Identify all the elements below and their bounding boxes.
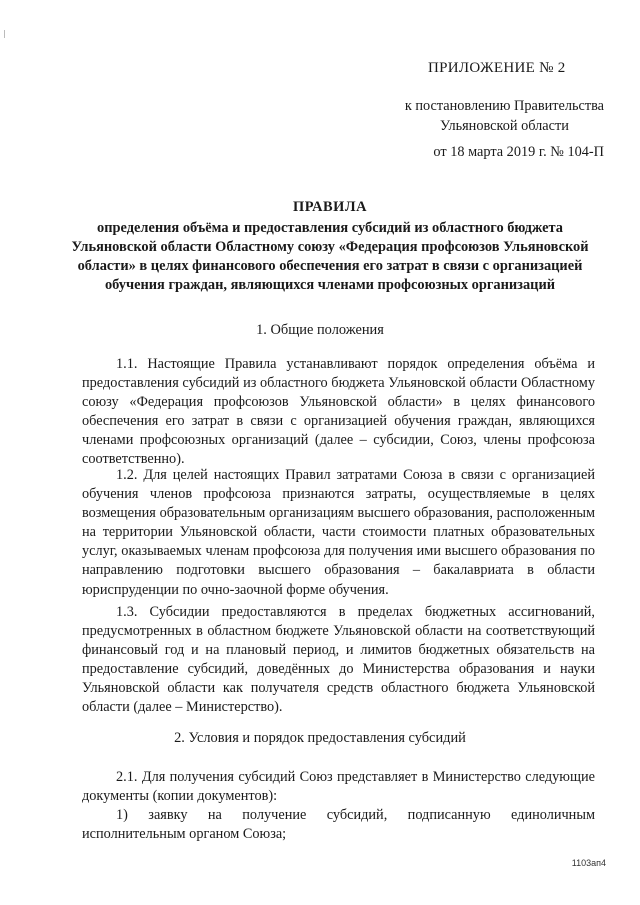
paragraph-2-1 xyxy=(82,768,595,806)
paragraph-1-2 xyxy=(82,466,595,600)
resolution-date-number: от 18 марта 2019 г. № 104-П xyxy=(433,144,604,160)
section-heading-general: 1. Общие положения xyxy=(256,322,384,338)
paragraph-text: 1.2. Для целей настоящих Правил затратами Союза в связи с организацией обучения членов профсоюза признаются затраты, осуществляемые в целях возмещения образовательным организациям высшего образования, расположенным на территории Ульяновской области, части стоимости платных образовательных услуг, оказываемых членам профсоюза для получения ими высшего образования по направлению подготовки высшего образования – бакалавриата в области юриспруденции по очно-заочной форме обучения. xyxy=(82,467,595,598)
document-title: ПРАВИЛА xyxy=(293,199,367,215)
paragraph-2-1-item-1 xyxy=(82,806,595,844)
document-code-stamp: 1103ап4 xyxy=(571,858,606,868)
resolution-line: к постановлению Правительства xyxy=(404,98,604,114)
annex-label: ПРИЛОЖЕНИЕ № 2 xyxy=(428,60,566,76)
region-line: Ульяновской области xyxy=(439,118,569,134)
scan-edge-mark xyxy=(4,30,5,38)
paragraph-text: 1.1. Настоящие Правила устанавливают порядок определения объёма и предоставления субсидий из областного бюджета Ульяновской области Областному союзу «Федерация профсоюзов Ульяновской области» в целях финансового обеспечения его затрат в связи с организацией обучения граждан, являющихся членами профсоюзных организаций (далее – субсидии, Союз, члены профсоюза соответственно). xyxy=(82,356,595,468)
document-subtitle: определения объёма и предоставления субсидий из областного бюджета Ульяновской области Областному союзу «Федерация профсоюзов Ульяновской области» в целях финансового обеспечения его затрат в связи с организацией обучения граждан, являющихся членами профсоюзных организаций xyxy=(71,220,589,293)
resolution-reference xyxy=(405,96,604,136)
paragraph-text: 1) заявку на получение субсидий, подписанную единоличным исполнительным органом Союза; xyxy=(82,807,595,843)
paragraph-text: 1.3. Субсидии предоставляются в пределах бюджетных ассигнований, предусмотренных в областном бюджете Ульяновской области на соответствующий финансовый год и на плановый период, и лимитов бюджетных обязательств на предоставление субсидий, доведённых до Министерства образования и науки Ульяновской области как получателя средств областного бюджета Ульяновской области (далее – Министерство). xyxy=(82,604,595,716)
paragraph-1-3 xyxy=(82,603,595,718)
paragraph-1-1 xyxy=(82,355,595,470)
section-heading-conditions: 2. Условия и порядок предоставления субсидий xyxy=(174,730,466,746)
paragraph-text: 2.1. Для получения субсидий Союз представляет в Министерство следующие документы (копии документов): xyxy=(82,769,595,805)
